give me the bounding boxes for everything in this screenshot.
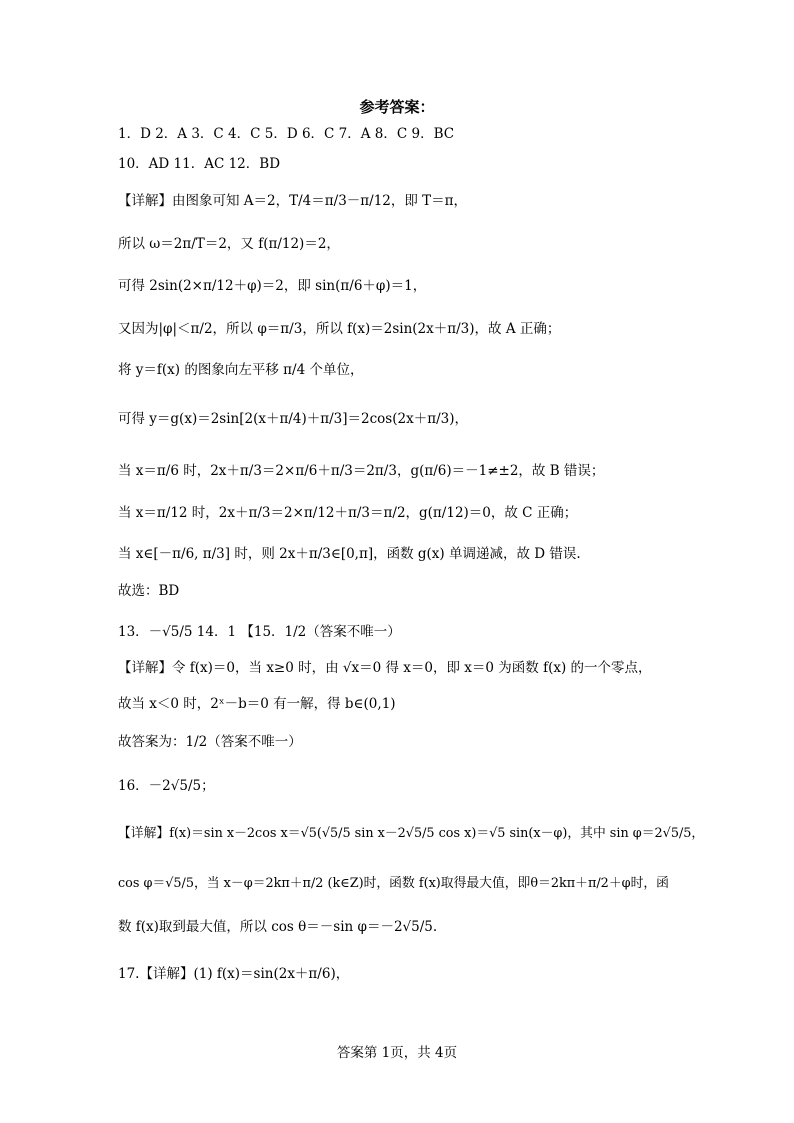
detail-line-20: 数 f(x)取到最大值，所以 cos θ＝－sin φ＝－2√5/5. xyxy=(118,919,438,935)
detail-line-6: 又因为|φ|＜π/2，所以 φ＝π/3，所以 f(x)＝2sin(2x＋π/3)，故 A 正确； xyxy=(118,321,561,337)
detail-line-21: 17.【详解】(1) f(x)＝sin(2x＋π/6)， xyxy=(118,966,350,982)
answer-line-1: 1．D 2．A 3．C 4．C 5．D 6．C 7．A 8．C 9．BC xyxy=(118,126,455,142)
detail-line-9: 当 x＝π/6 时，2x＋π/3＝2×π/6＋π/3＝2π/3，g(π/6)＝－1≠±2，故 B 错误； xyxy=(118,463,605,479)
detail-line-10: 当 x＝π/12 时，2x＋π/3＝2×π/12＋π/3＝π/2，g(π/12)＝0，故 C 正确； xyxy=(118,505,578,521)
detail-line-15: 故当 x＜0 时，2ˣ－b＝0 有一解，得 b∈(0,1) xyxy=(118,696,396,712)
detail-line-12: 故选：BD xyxy=(118,583,180,599)
detail-line-3: 【详解】由图象可知 A＝2，T/4＝π/3－π/12，即 T＝π， xyxy=(118,193,468,209)
answer-line-13: 13．－√5/5 14．1 【15．1/2（答案不唯一） xyxy=(118,624,401,640)
detail-line-4: 所以 ω＝2π/T＝2，又 f(π/12)＝2， xyxy=(118,236,340,252)
detail-line-18: 【详解】f(x)＝sin x－2cos x＝√5(√5/5 sin x－2√5/5 cos x)＝√5 sin(x－φ)，其中 sin φ＝2√5/5， xyxy=(118,826,705,841)
page-footer: 答案第 1页，共 4页 xyxy=(336,1045,458,1061)
detail-line-7: 将 y＝f(x) 的图象向左平移 π/4 个单位， xyxy=(118,362,364,378)
detail-line-14: 【详解】令 f(x)＝0，当 x≥0 时，由 √x＝0 得 x＝0，即 x＝0 为函数 f(x) 的一个零点， xyxy=(118,660,652,676)
detail-line-11: 当 x∈[－π/6, π/3] 时，则 2x＋π/3∈[0,π]，函数 g(x) 单调递减，故 D 错误. xyxy=(118,546,581,562)
detail-line-8: 可得 y＝g(x)＝2sin[2(x＋π/4)＋π/3]＝2cos(2x＋π/3)， xyxy=(118,411,468,427)
answer-line-2: 10．AD 11．AC 12．BD xyxy=(118,156,281,172)
detail-line-19: cos φ＝√5/5，当 x－φ＝2kπ＋π/2 (k∈Z)时，函数 f(x)取得最大值，即θ＝2kπ＋π/2＋φ时，函 xyxy=(118,876,669,891)
page-title: 参考答案： xyxy=(359,98,435,116)
detail-line-5: 可得 2sin(2×π/12＋φ)＝2，即 sin(π/6＋φ)＝1， xyxy=(118,278,427,294)
answer-line-17: 16．－2√5/5； xyxy=(118,778,215,794)
detail-line-16: 故答案为：1/2（答案不唯一） xyxy=(118,734,302,750)
